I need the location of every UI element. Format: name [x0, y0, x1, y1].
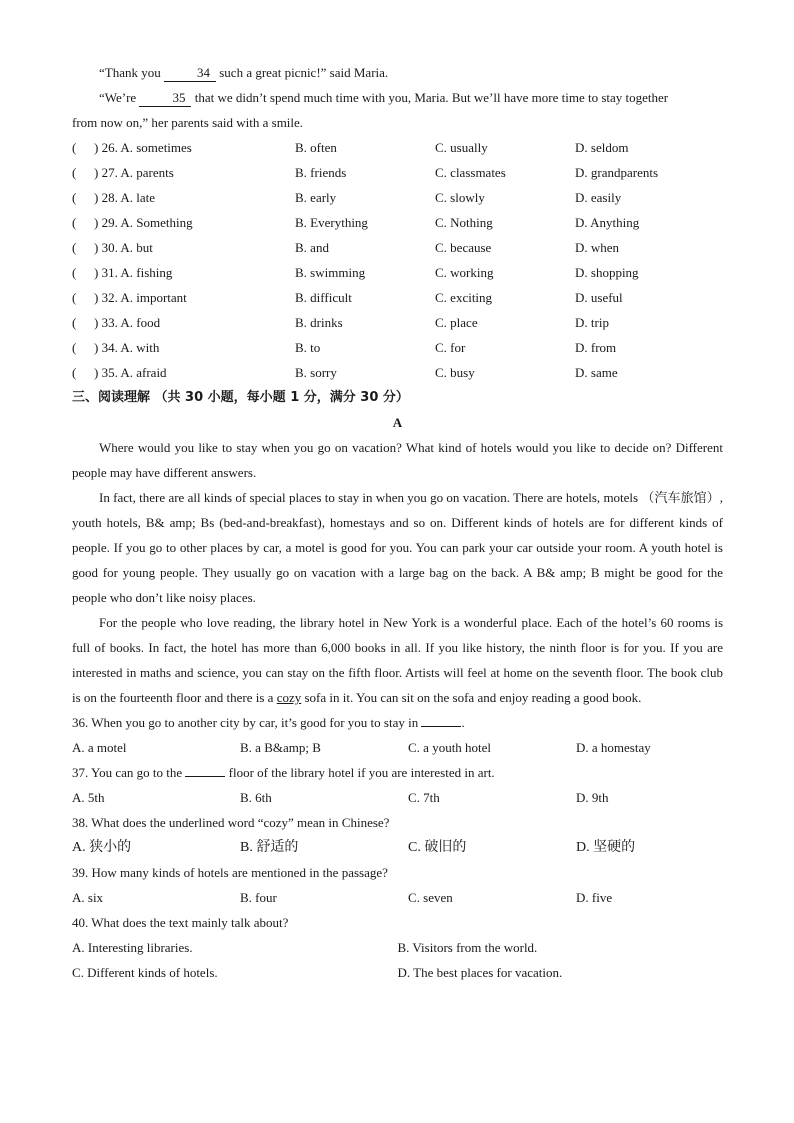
option-row [72, 185, 723, 210]
question-stem-end: . [461, 715, 465, 730]
question-38-options [72, 835, 723, 860]
dialogue-text: “We’re [99, 90, 137, 105]
option-d: D. when [575, 240, 620, 255]
choice-b: B. four [240, 890, 277, 905]
option-a: ) 27. A. parents [94, 165, 174, 180]
option-b: B. drinks [295, 315, 343, 330]
answer-paren: ( [72, 190, 77, 205]
option-row [72, 210, 723, 235]
choice-b: B. 6th [240, 790, 272, 805]
dialogue-text: that we didn’t spend much time with you, Maria. But we’ll have more time to stay together [194, 90, 669, 105]
answer-paren: ( [72, 290, 77, 305]
choice-d: D. The best places for vacation. [397, 965, 563, 980]
choice-c: C. seven [408, 890, 453, 905]
option-b: B. Everything [295, 215, 368, 230]
choice-c: C. 7th [408, 790, 440, 805]
question-36-options [72, 735, 723, 760]
option-c: C. classmates [435, 165, 506, 180]
option-a: ) 28. A. late [94, 190, 156, 205]
question-stem: 37. You can go to the [72, 765, 183, 780]
dialogue-line-2 [72, 85, 723, 110]
question-40: 40. What does the text mainly talk about? [72, 915, 289, 930]
option-d: D. Anything [575, 215, 640, 230]
choice-c: C. 破旧的 [408, 840, 467, 855]
option-b: B. often [295, 140, 337, 155]
option-b: B. sorry [295, 365, 337, 380]
option-b: B. to [295, 340, 321, 355]
passage-text: sofa in it. You can sit on the sofa and enjoy reading a good book. [304, 690, 642, 705]
question-37 [72, 760, 723, 785]
option-row [72, 360, 723, 385]
option-b: B. early [295, 190, 337, 205]
question-40-options-row-2 [72, 960, 723, 985]
option-c: C. because [435, 240, 492, 255]
dialogue-line-3: from now on,” her parents said with a smile. [72, 115, 304, 130]
blank-34: 34 [164, 65, 216, 82]
option-c: C. Nothing [435, 215, 493, 230]
cloze-options [72, 135, 723, 385]
answer-paren: ( [72, 215, 77, 230]
option-a: ) 31. A. fishing [94, 265, 173, 280]
question-40-options-row-1 [72, 935, 723, 960]
choice-a: A. Interesting libraries. [72, 940, 193, 955]
section-title: 三、阅读理解 （共 30 小题，每小题 1 分，满分 30 分） [72, 390, 409, 405]
dialogue-text: “Thank you [99, 65, 161, 80]
answer-paren: ( [72, 315, 77, 330]
choice-b: B. Visitors from the world. [397, 940, 538, 955]
answer-blank [421, 712, 461, 727]
option-d: D. seldom [575, 140, 629, 155]
question-39-options [72, 885, 723, 910]
answer-paren: ( [72, 365, 77, 380]
choice-a: A. six [72, 890, 104, 905]
option-a: ) 29. A. Something [94, 215, 193, 230]
option-d: D. trip [575, 315, 609, 330]
exam-page [72, 60, 723, 985]
question-36 [72, 710, 723, 735]
choice-d: D. five [576, 890, 613, 905]
question-39: 39. How many kinds of hotels are mentioned in the passage? [72, 865, 388, 880]
option-row [72, 260, 723, 285]
option-row [72, 160, 723, 185]
option-c: C. busy [435, 365, 475, 380]
option-c: C. place [435, 315, 478, 330]
choice-a: A. a motel [72, 740, 127, 755]
choice-c: C. Different kinds of hotels. [72, 965, 218, 980]
option-a: ) 34. A. with [94, 340, 160, 355]
choice-b: B. a B&amp; B [240, 740, 321, 755]
choice-d: D. 9th [576, 790, 609, 805]
choice-d: D. a homestay [576, 740, 651, 755]
option-row [72, 310, 723, 335]
option-b: B. difficult [295, 290, 352, 305]
question-stem-end: floor of the library hotel if you are interested in art. [228, 765, 495, 780]
option-c: C. slowly [435, 190, 485, 205]
dialogue-text: such a great picnic!” said Maria. [219, 65, 389, 80]
choice-d: D. 坚硬的 [576, 840, 636, 855]
choice-a: A. 5th [72, 790, 105, 805]
option-c: C. working [435, 265, 494, 280]
answer-paren: ( [72, 340, 77, 355]
passage-label: A [392, 415, 403, 430]
option-a: ) 26. A. sometimes [94, 140, 192, 155]
choice-b: B. 舒适的 [240, 840, 299, 855]
option-d: D. easily [575, 190, 622, 205]
option-d: D. shopping [575, 265, 639, 280]
passage-paragraph-2: In fact, there are all kinds of special places to stay in when you go on vacation. There are hotels, motels （汽车旅馆）, youth hotels, B& amp; Bs (bed-and-breakfast), homestays and so on. Different kinds of hotels are for different kinds of people. If you go to other places by car, a motel is good for you. You can park your car outside your room. A youth hotel is good for young people. They usually go on vacation with a large bag on the back. A B& amp; B might be good for the people who don’t like noisy places. [72, 490, 723, 605]
answer-paren: ( [72, 265, 77, 280]
option-d: D. grandparents [575, 165, 659, 180]
question-38: 38. What does the underlined word “cozy” mean in Chinese? [72, 815, 390, 830]
blank-35: 35 [139, 90, 191, 107]
option-a: ) 32. A. important [94, 290, 187, 305]
question-37-options [72, 785, 723, 810]
option-b: B. friends [295, 165, 347, 180]
option-b: B. swimming [295, 265, 366, 280]
option-a: ) 30. A. but [94, 240, 153, 255]
option-row [72, 285, 723, 310]
answer-paren: ( [72, 140, 77, 155]
option-c: C. usually [435, 140, 488, 155]
passage-text: For the people who love reading, the library hotel in New York is a wonderful place. Each of the hotel’s 60 rooms is full of books. In fact, the hotel has more than 6,000 books in all. If you like history, the ninth floor is for you. If you are interested in maths and science, you can stay on the fifth floor. Artists will feel at home on the seventh floor. The book club is on the fourteenth floor and there is a [72, 615, 723, 705]
option-row [72, 235, 723, 260]
option-c: C. for [435, 340, 466, 355]
option-d: D. same [575, 365, 618, 380]
option-row [72, 335, 723, 360]
question-stem: 36. When you go to another city by car, it’s good for you to stay in [72, 715, 419, 730]
option-a: ) 35. A. afraid [94, 365, 167, 380]
passage-paragraph-1: Where would you like to stay when you go on vacation? What kind of hotels would you like to decide on? Different people may have different answers. [72, 440, 723, 480]
dialogue-line-1 [72, 60, 723, 85]
option-c: C. exciting [435, 290, 493, 305]
passage-paragraph-3 [72, 610, 723, 710]
option-a: ) 33. A. food [94, 315, 161, 330]
option-d: D. useful [575, 290, 623, 305]
answer-paren: ( [72, 240, 77, 255]
choice-c: C. a youth hotel [408, 740, 492, 755]
answer-paren: ( [72, 165, 77, 180]
option-row [72, 135, 723, 160]
underlined-word: cozy [276, 690, 302, 705]
option-d: D. from [575, 340, 617, 355]
option-b: B. and [295, 240, 329, 255]
choice-a: A. 狭小的 [72, 840, 132, 855]
answer-blank [185, 762, 225, 777]
